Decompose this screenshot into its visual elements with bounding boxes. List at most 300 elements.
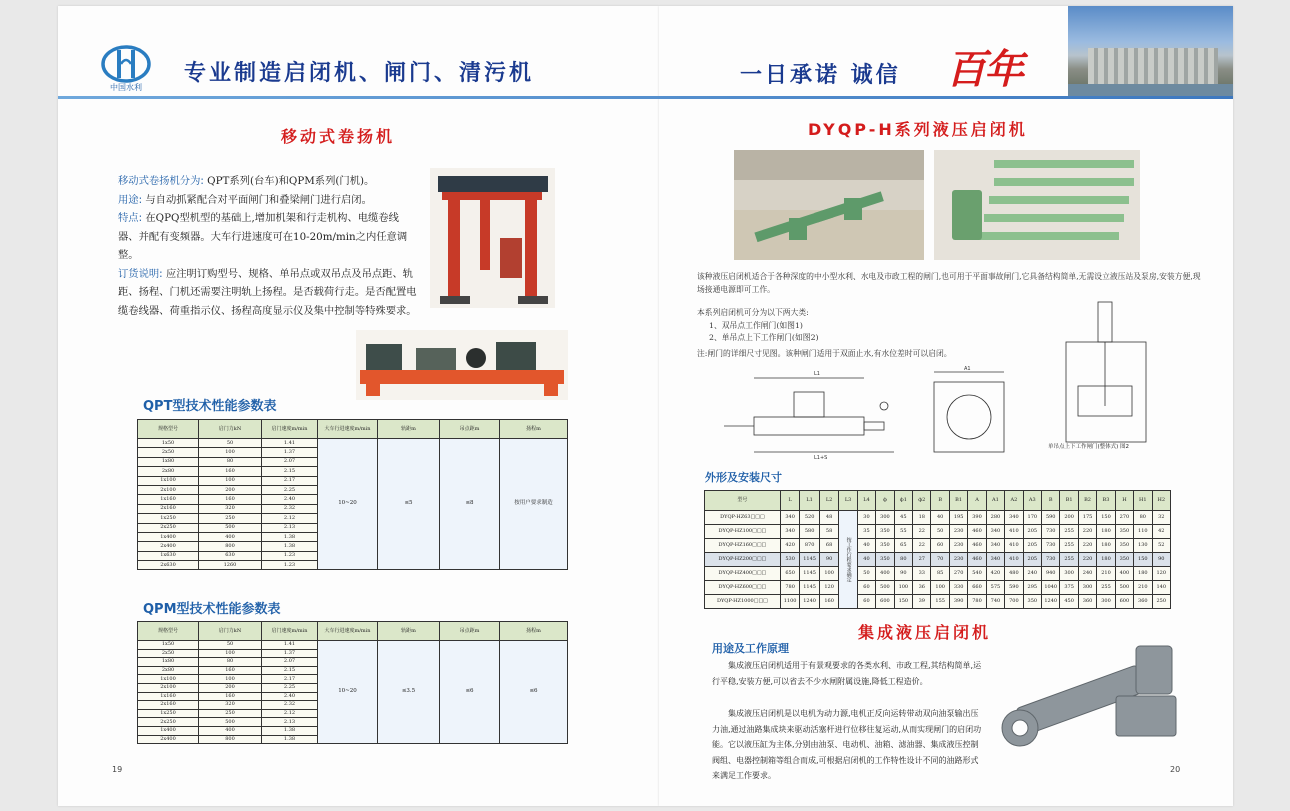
table-cell: 2.40 bbox=[262, 692, 318, 701]
table-cell: 255 bbox=[1097, 581, 1115, 595]
table-cell: 100 bbox=[199, 649, 262, 658]
table-cell: 530 bbox=[780, 553, 800, 567]
table-cell: 780 bbox=[780, 581, 800, 595]
table-cell: 500 bbox=[1115, 581, 1133, 595]
hydraulic-hoist-photo-1 bbox=[734, 150, 924, 260]
table-cell: 2.07 bbox=[262, 457, 318, 466]
table-cell: 780 bbox=[968, 595, 986, 609]
table-cell: 120 bbox=[819, 581, 839, 595]
table-cell: 600 bbox=[876, 595, 894, 609]
table-cell: 200 bbox=[1060, 511, 1078, 525]
table-cell: 1.23 bbox=[262, 551, 318, 560]
table-cell: 1x50 bbox=[138, 641, 199, 650]
table-cell: 18 bbox=[913, 511, 931, 525]
table-cell: 36 bbox=[913, 581, 931, 595]
table-cell: 100 bbox=[931, 581, 949, 595]
svg-text:A1: A1 bbox=[964, 366, 971, 372]
table-cell: DYQP-HZ100□□□ bbox=[705, 525, 781, 539]
table-cell: 500 bbox=[199, 718, 262, 727]
table-cell: 1.38 bbox=[262, 735, 318, 744]
table-cell: 230 bbox=[949, 553, 967, 567]
table-cell: 280 bbox=[986, 511, 1004, 525]
table-cell: 90 bbox=[1152, 553, 1170, 567]
table-header: L2 bbox=[819, 491, 839, 511]
table-cell: 140 bbox=[1152, 581, 1170, 595]
table-cell: 60 bbox=[931, 539, 949, 553]
table-cell: 1.23 bbox=[262, 561, 318, 570]
qpt-spec-table bbox=[137, 419, 568, 570]
table-cell: 1145 bbox=[800, 567, 820, 581]
hoist-trolley-photo bbox=[356, 330, 568, 400]
table-cell: 390 bbox=[968, 511, 986, 525]
table-cell: 740 bbox=[986, 595, 1004, 609]
table-header: B1 bbox=[1060, 491, 1078, 511]
table-cell: 1x50 bbox=[138, 439, 199, 448]
table-cell: 1040 bbox=[1042, 581, 1060, 595]
china-water-logo-icon bbox=[100, 44, 152, 84]
qpm-spec-table bbox=[137, 621, 568, 744]
table-cell: 650 bbox=[780, 567, 800, 581]
table-cell: 230 bbox=[949, 539, 967, 553]
table-cell: 1145 bbox=[800, 581, 820, 595]
table-cell: 100 bbox=[199, 675, 262, 684]
table-cell: 270 bbox=[1115, 511, 1133, 525]
table-cell: 2x80 bbox=[138, 467, 199, 476]
table-cell: 150 bbox=[1134, 553, 1152, 567]
hydraulic-hoist-photo-2 bbox=[934, 150, 1140, 260]
table-cell: 1x250 bbox=[138, 514, 199, 523]
table-cell: 90 bbox=[819, 553, 839, 567]
table-cell: 2x50 bbox=[138, 649, 199, 658]
qpt-table-title: QPT型技术性能参数表 bbox=[143, 399, 277, 414]
table-cell: 220 bbox=[1078, 525, 1096, 539]
table-cell: 870 bbox=[800, 539, 820, 553]
table-cell: 2.17 bbox=[262, 476, 318, 485]
table-header: L4 bbox=[857, 491, 875, 511]
merged-cell: ≤5 bbox=[378, 439, 440, 570]
svg-text:L1+S: L1+S bbox=[814, 455, 828, 461]
table-cell: 2x100 bbox=[138, 485, 199, 494]
table-cell: 250 bbox=[199, 709, 262, 718]
table-cell: DYQP-HZ600□□□ bbox=[705, 581, 781, 595]
table-cell: 700 bbox=[1005, 595, 1023, 609]
table-cell: 1x250 bbox=[138, 709, 199, 718]
integrated-para-1: 集成液压启闭机适用于有景观要求的各类水利、市政工程,其结构简单,运行平稳,安装方便,可以省去不少水闸附属设施,降低工程造价。 bbox=[712, 661, 982, 686]
table-cell: 580 bbox=[800, 525, 820, 539]
table-cell: 250 bbox=[199, 514, 262, 523]
brush-calligraphy: 百年 bbox=[946, 46, 1022, 93]
table-cell: 195 bbox=[949, 511, 967, 525]
table-cell: 175 bbox=[1078, 511, 1096, 525]
table-cell: 155 bbox=[931, 595, 949, 609]
table-cell: 800 bbox=[199, 542, 262, 551]
table-cell: 220 bbox=[1078, 553, 1096, 567]
table-cell: 590 bbox=[1042, 511, 1060, 525]
mobile-hoist-description bbox=[118, 172, 418, 320]
table-header: A2 bbox=[1005, 491, 1023, 511]
table-cell: 33 bbox=[913, 567, 931, 581]
dyqp-description: 该种液压启闭机适合于各种深度的中小型水利、水电及市政工程的闸门,也可用于平面事故闸门,它具备结构简单,无需设立液压站及泵房,安装方便,现场接通电源即可工作。 bbox=[697, 272, 1201, 294]
table-cell: 390 bbox=[949, 595, 967, 609]
table-cell: 230 bbox=[949, 525, 967, 539]
table-cell: DYQP-HZ400□□□ bbox=[705, 567, 781, 581]
table-cell: 80 bbox=[199, 658, 262, 667]
table-header: B3 bbox=[1097, 491, 1115, 511]
header-divider bbox=[58, 96, 1233, 99]
dimension-table-title: 外形及安装尺寸 bbox=[705, 471, 782, 484]
table-row bbox=[705, 567, 1171, 581]
table-row bbox=[138, 641, 568, 650]
table-header: 大车行进速度m/min bbox=[318, 622, 378, 641]
table-cell: 50 bbox=[199, 439, 262, 448]
merged-cell: 10~20 bbox=[318, 439, 378, 570]
table-header: B bbox=[931, 491, 949, 511]
table-cell: 2x160 bbox=[138, 701, 199, 710]
table-cell: 800 bbox=[199, 735, 262, 744]
table-cell: 39 bbox=[913, 595, 931, 609]
table-header: A3 bbox=[1023, 491, 1041, 511]
table-cell: 1.38 bbox=[262, 532, 318, 541]
table-cell: 340 bbox=[780, 525, 800, 539]
table-cell: 360 bbox=[1134, 595, 1152, 609]
table-cell: 1.37 bbox=[262, 649, 318, 658]
table-cell: 100 bbox=[819, 567, 839, 581]
table-header: B1 bbox=[949, 491, 967, 511]
table-header: B2 bbox=[1078, 491, 1096, 511]
table-cell: 420 bbox=[780, 539, 800, 553]
table-cell: 400 bbox=[199, 532, 262, 541]
table-cell: 2x400 bbox=[138, 542, 199, 551]
table-cell: 130 bbox=[1134, 539, 1152, 553]
table-cell: 1x100 bbox=[138, 675, 199, 684]
table-cell: 205 bbox=[1023, 539, 1041, 553]
table-cell: 205 bbox=[1023, 553, 1041, 567]
table-cell: 1x80 bbox=[138, 658, 199, 667]
table-cell: 350 bbox=[1115, 553, 1133, 567]
table-cell: DYQP-HZ63□□□ bbox=[705, 511, 781, 525]
dimension-table bbox=[704, 490, 1171, 609]
table-header: 启门速度m/min bbox=[262, 420, 318, 439]
table-cell: 730 bbox=[1042, 539, 1060, 553]
table-cell: 340 bbox=[1005, 511, 1023, 525]
table-cell: 52 bbox=[1152, 539, 1170, 553]
table-cell: 2.32 bbox=[262, 504, 318, 513]
table-cell: 160 bbox=[199, 495, 262, 504]
intro-line: 特点: 在QPQ型机型的基础上,增加机架和行走机构、电缆卷线器、并配有变频器。大车行进速度可在10-20m/min之内任意调整。 bbox=[118, 212, 408, 261]
intro-line: 移动式卷扬机分为: QPT系列(台车)和QPM系列(门机)。 bbox=[118, 175, 375, 187]
table-cell: 2.15 bbox=[262, 467, 318, 476]
table-cell: 240 bbox=[1023, 567, 1041, 581]
table-cell: 575 bbox=[986, 581, 1004, 595]
table-cell: 420 bbox=[986, 567, 1004, 581]
table-cell: 2.12 bbox=[262, 709, 318, 718]
dyqp-types: 本系列启闭机可分为以下两大类: 1、双吊点工作闸门(如图1) 2、单吊点上下工作闸门(如图2) bbox=[697, 308, 819, 342]
table-cell: 2.07 bbox=[262, 658, 318, 667]
table-header: 轨距m bbox=[378, 420, 440, 439]
figure-2-caption: 单吊点上下工作闸门(整体式) 图2 bbox=[1048, 444, 1130, 450]
table-cell: 360 bbox=[1078, 595, 1096, 609]
merged-cell: 10~20 bbox=[318, 641, 378, 744]
table-cell: 730 bbox=[1042, 553, 1060, 567]
page-number-left: 19 bbox=[112, 765, 123, 774]
table-cell: 205 bbox=[1023, 525, 1041, 539]
table-header: 吊点距m bbox=[440, 420, 500, 439]
table-cell: 300 bbox=[1078, 581, 1096, 595]
table-header: 扬程m bbox=[500, 420, 568, 439]
table-cell: 375 bbox=[1060, 581, 1078, 595]
table-cell: 340 bbox=[986, 539, 1004, 553]
usage-title: 用途及工作原理 bbox=[712, 642, 789, 655]
table-cell: 40 bbox=[857, 553, 875, 567]
table-cell: 210 bbox=[1097, 567, 1115, 581]
dyqp-note: 注:闸门的详细尺寸见图。该种闸门适用于双面止水,有水位差时可以启闭。 bbox=[697, 349, 952, 358]
table-cell: 150 bbox=[1097, 511, 1115, 525]
table-cell: 660 bbox=[968, 581, 986, 595]
table-cell: 2.15 bbox=[262, 666, 318, 675]
table-cell: 340 bbox=[986, 553, 1004, 567]
table-cell: 65 bbox=[894, 539, 912, 553]
table-cell: 1x630 bbox=[138, 551, 199, 560]
table-cell: 35 bbox=[857, 525, 875, 539]
merged-cell: ≤6 bbox=[440, 641, 500, 744]
table-row bbox=[705, 553, 1171, 567]
table-cell: 45 bbox=[894, 511, 912, 525]
table-cell: 250 bbox=[1152, 595, 1170, 609]
merged-cell: ≤6 bbox=[500, 641, 568, 744]
integrated-hoist-photo bbox=[996, 636, 1186, 764]
table-cell: 480 bbox=[1005, 567, 1023, 581]
table-cell: 320 bbox=[199, 701, 262, 710]
table-cell: 460 bbox=[968, 553, 986, 567]
table-row bbox=[705, 595, 1171, 609]
table-cell: 100 bbox=[894, 581, 912, 595]
table-cell: 50 bbox=[857, 567, 875, 581]
table-cell: 2.13 bbox=[262, 718, 318, 727]
table-header: H1 bbox=[1134, 491, 1152, 511]
table-cell: 320 bbox=[199, 504, 262, 513]
table-cell: 630 bbox=[199, 551, 262, 560]
table-cell: 2.17 bbox=[262, 675, 318, 684]
table-cell: 27 bbox=[913, 553, 931, 567]
gantry-crane-photo bbox=[430, 168, 555, 308]
table-cell: 32 bbox=[1152, 511, 1170, 525]
table-header: L bbox=[780, 491, 800, 511]
table-cell: 540 bbox=[968, 567, 986, 581]
table-cell: 270 bbox=[949, 567, 967, 581]
table-header: 大车行进速度m/min bbox=[318, 420, 378, 439]
integrated-para-2: 集成液压启闭机是以电机为动力源,电机正反向运转带动双向油泵输出压力油,通过油路集成块来驱动活塞杆进行位移往复运动,从而实现闸门的启闭功能。它以液压缸为主体,分别由油泵、电动机、油箱、滤油器、集成液压控制阀组、电器控制箱等组合而成,可根据启闭机的工作特性设计不同的油路形式来满足工作要求。 bbox=[712, 709, 982, 780]
table-cell: 160 bbox=[199, 467, 262, 476]
table-cell: 42 bbox=[1152, 525, 1170, 539]
table-cell: 2x250 bbox=[138, 718, 199, 727]
table-cell: 200 bbox=[199, 485, 262, 494]
table-cell: 55 bbox=[894, 525, 912, 539]
table-cell: 400 bbox=[199, 726, 262, 735]
table-cell: 80 bbox=[894, 553, 912, 567]
table-cell: 2.32 bbox=[262, 701, 318, 710]
table-cell: 330 bbox=[949, 581, 967, 595]
table-cell: 30 bbox=[857, 511, 875, 525]
table-cell: 2x250 bbox=[138, 523, 199, 532]
table-cell: 60 bbox=[857, 595, 875, 609]
left-slogan: 专业制造启闭机、闸门、清污机 bbox=[184, 61, 535, 86]
table-cell: 48 bbox=[819, 511, 839, 525]
table-cell: 1.41 bbox=[262, 439, 318, 448]
table-cell: 300 bbox=[876, 511, 894, 525]
table-cell: 400 bbox=[876, 567, 894, 581]
table-cell: 350 bbox=[876, 553, 894, 567]
table-cell: 85 bbox=[931, 567, 949, 581]
table-cell: 240 bbox=[1078, 567, 1096, 581]
table-cell: 160 bbox=[199, 666, 262, 675]
table-cell: 350 bbox=[1023, 595, 1041, 609]
table-cell: 300 bbox=[1097, 595, 1115, 609]
table-cell: 2.13 bbox=[262, 523, 318, 532]
merged-cell: 按用户要求制造 bbox=[500, 439, 568, 570]
table-header: H bbox=[1115, 491, 1133, 511]
table-cell: 2.25 bbox=[262, 683, 318, 692]
table-cell: 340 bbox=[780, 511, 800, 525]
single-point-gate-drawing bbox=[1058, 296, 1154, 462]
table-cell: 255 bbox=[1060, 525, 1078, 539]
table-cell: 22 bbox=[913, 525, 931, 539]
table-row bbox=[705, 525, 1171, 539]
table-cell: 1.38 bbox=[262, 542, 318, 551]
table-cell: 410 bbox=[1005, 539, 1023, 553]
table-cell: 2x400 bbox=[138, 735, 199, 744]
table-row bbox=[705, 539, 1171, 553]
table-cell: 350 bbox=[876, 525, 894, 539]
table-header: ф1 bbox=[894, 491, 912, 511]
table-header: 扬程m bbox=[500, 622, 568, 641]
table-cell: 220 bbox=[1078, 539, 1096, 553]
table-cell: 255 bbox=[1060, 553, 1078, 567]
table-cell: 2x630 bbox=[138, 561, 199, 570]
table-cell: 200 bbox=[199, 683, 262, 692]
table-cell: 400 bbox=[1115, 567, 1133, 581]
merged-cell: ≤3.5 bbox=[378, 641, 440, 744]
table-row bbox=[138, 439, 568, 448]
merged-cell: ≤8 bbox=[440, 439, 500, 570]
intro-line: 订货说明: 应注明订购型号、规格、单吊点或双吊点及吊点距、轨距、扬程、门机还需要注明轨上扬程。是否载荷行走。是否配置电缆卷线器、荷重指示仪、扬程高度显示仪及集中控制等特殊要求。 bbox=[118, 267, 417, 317]
table-cell: 410 bbox=[1005, 553, 1023, 567]
table-cell: DYQP-HZ200□□□ bbox=[705, 553, 781, 567]
table-cell: 1260 bbox=[199, 561, 262, 570]
table-header: 规格型号 bbox=[138, 420, 199, 439]
table-cell: DYQP-HZ160□□□ bbox=[705, 539, 781, 553]
table-cell: 340 bbox=[986, 525, 1004, 539]
table-cell: 460 bbox=[968, 525, 986, 539]
table-cell: 300 bbox=[1060, 567, 1078, 581]
table-cell: 295 bbox=[1023, 581, 1041, 595]
table-cell: 500 bbox=[876, 581, 894, 595]
mobile-hoist-title: 移动式卷扬机 bbox=[281, 127, 396, 146]
merged-cell: 按工作行程要求确定 bbox=[839, 511, 857, 609]
table-cell: 170 bbox=[1023, 511, 1041, 525]
dyqp-title: DYQP-H系列液压启闭机 bbox=[808, 120, 1028, 139]
table-cell: 1.38 bbox=[262, 726, 318, 735]
table-cell: 2x160 bbox=[138, 504, 199, 513]
table-cell: 460 bbox=[968, 539, 986, 553]
table-cell: 180 bbox=[1097, 525, 1115, 539]
table-cell: 255 bbox=[1060, 539, 1078, 553]
table-cell: 350 bbox=[876, 539, 894, 553]
table-row bbox=[705, 581, 1171, 595]
table-cell: 210 bbox=[1134, 581, 1152, 595]
table-header: 吊点距m bbox=[440, 622, 500, 641]
table-cell: 180 bbox=[1097, 539, 1115, 553]
table-cell: 80 bbox=[1134, 511, 1152, 525]
table-header: 规格型号 bbox=[138, 622, 199, 641]
table-cell: 1240 bbox=[1042, 595, 1060, 609]
table-cell: 2x50 bbox=[138, 448, 199, 457]
table-cell: 350 bbox=[1115, 525, 1133, 539]
table-cell: 410 bbox=[1005, 525, 1023, 539]
table-cell: 1100 bbox=[780, 595, 800, 609]
table-cell: 590 bbox=[1005, 581, 1023, 595]
table-cell: 100 bbox=[199, 476, 262, 485]
table-header: B bbox=[1042, 491, 1060, 511]
table-header: 轨距m bbox=[378, 622, 440, 641]
table-cell: 940 bbox=[1042, 567, 1060, 581]
table-cell: 2.25 bbox=[262, 485, 318, 494]
table-cell: 2.40 bbox=[262, 495, 318, 504]
table-header: 启门力kN bbox=[199, 420, 262, 439]
table-cell: 1x160 bbox=[138, 692, 199, 701]
table-cell: 1x100 bbox=[138, 476, 199, 485]
table-cell: 2.12 bbox=[262, 514, 318, 523]
table-header: A1 bbox=[986, 491, 1004, 511]
table-cell: DYQP-HZ1000□□□ bbox=[705, 595, 781, 609]
table-header: ф bbox=[876, 491, 894, 511]
cylinder-dimension-drawing bbox=[724, 362, 1024, 462]
table-header: 启门力kN bbox=[199, 622, 262, 641]
table-header: 型号 bbox=[705, 491, 781, 511]
svg-text:L1: L1 bbox=[814, 371, 820, 377]
table-cell: 1x400 bbox=[138, 532, 199, 541]
qpm-table-title: QPM型技术性能参数表 bbox=[143, 602, 281, 617]
table-cell: 120 bbox=[1152, 567, 1170, 581]
table-header: H2 bbox=[1152, 491, 1170, 511]
page-number-right: 20 bbox=[1170, 765, 1181, 774]
table-cell: 100 bbox=[199, 448, 262, 457]
integrated-hoist-title: 集成液压启闭机 bbox=[858, 623, 992, 642]
table-cell: 1.41 bbox=[262, 641, 318, 650]
table-header: 启门速度m/min bbox=[262, 622, 318, 641]
logo-caption: 中国水利 bbox=[110, 83, 142, 92]
table-cell: 22 bbox=[913, 539, 931, 553]
table-cell: 58 bbox=[819, 525, 839, 539]
table-cell: 1145 bbox=[800, 553, 820, 567]
table-cell: 40 bbox=[931, 511, 949, 525]
table-cell: 1x80 bbox=[138, 457, 199, 466]
table-cell: 600 bbox=[1115, 595, 1133, 609]
table-cell: 450 bbox=[1060, 595, 1078, 609]
table-cell: 70 bbox=[931, 553, 949, 567]
table-cell: 110 bbox=[1134, 525, 1152, 539]
table-cell: 68 bbox=[819, 539, 839, 553]
table-cell: 1.37 bbox=[262, 448, 318, 457]
right-slogan: 一日承诺 诚信 bbox=[740, 63, 901, 88]
table-cell: 730 bbox=[1042, 525, 1060, 539]
table-cell: 80 bbox=[199, 457, 262, 466]
table-cell: 1240 bbox=[800, 595, 820, 609]
table-cell: 1x400 bbox=[138, 726, 199, 735]
table-header: L3 bbox=[839, 491, 857, 511]
table-cell: 1x160 bbox=[138, 495, 199, 504]
table-cell: 50 bbox=[199, 641, 262, 650]
table-cell: 160 bbox=[199, 692, 262, 701]
